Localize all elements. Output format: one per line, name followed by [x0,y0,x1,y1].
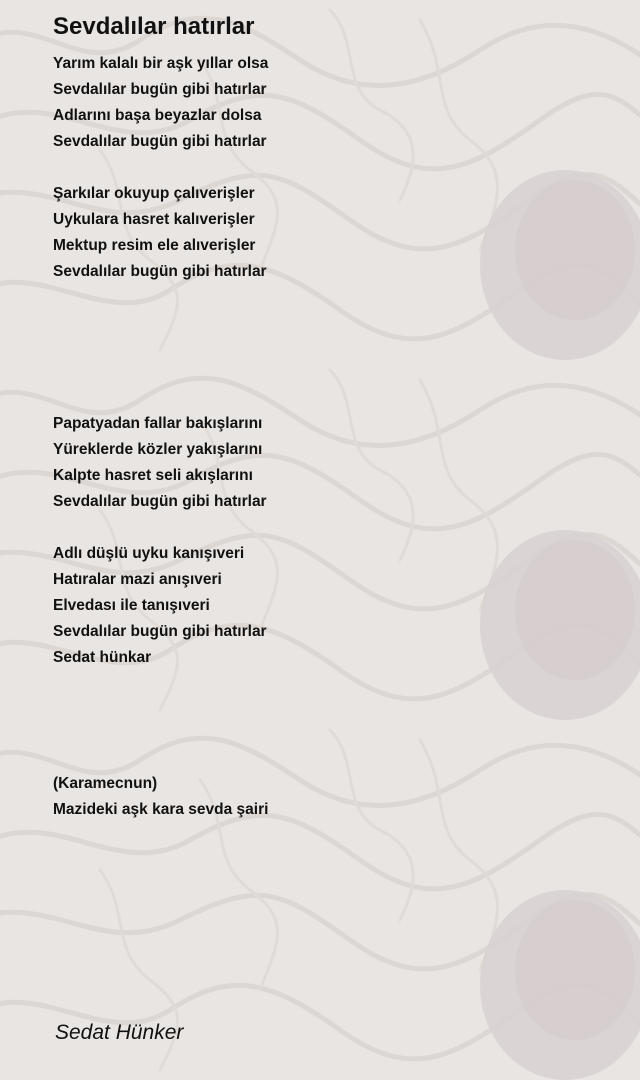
poem-line: Elvedası ile tanışıveri [53,597,210,614]
poem-line: Sevdalılar bugün gibi hatırlar [53,81,267,98]
poem-line: Sevdalılar bugün gibi hatırlar [53,493,267,510]
poem-line: Hatıralar mazi anışıveri [53,571,222,588]
poem-line: (Karamecnun) [53,775,158,792]
poem-line: Uykulara hasret kalıverişler [53,211,255,228]
poem-line: Sevdalılar bugün gibi hatırlar [53,133,267,150]
poem-line: Kalpte hasret seli akışlarını [53,467,253,484]
poem-line: Papatyadan fallar bakışlarını [53,415,263,432]
poem-line: Sevdalılar bugün gibi hatırlar [53,623,267,640]
poem-line: Sevdalılar bugün gibi hatırlar [53,263,267,280]
author-name: Sedat Hünker [55,1021,184,1044]
poem-title: Sevdalılar hatırlar [53,13,255,40]
poem-line: Adlarını başa beyazlar dolsa [53,107,262,124]
poem-line: Mektup resim ele alıverişler [53,237,256,254]
poem-line: Yarım kalalı bir aşk yıllar olsa [53,55,269,72]
poem-line: Adlı düşlü uyku kanışıveri [53,545,245,562]
poem-line: Yüreklerde közler yakışlarını [53,441,263,458]
poem-line: Şarkılar okuyup çalıverişler [53,185,255,202]
poem-line: Mazideki aşk kara sevda şairi [53,801,269,818]
poem-line: Sedat hünkar [53,649,152,666]
